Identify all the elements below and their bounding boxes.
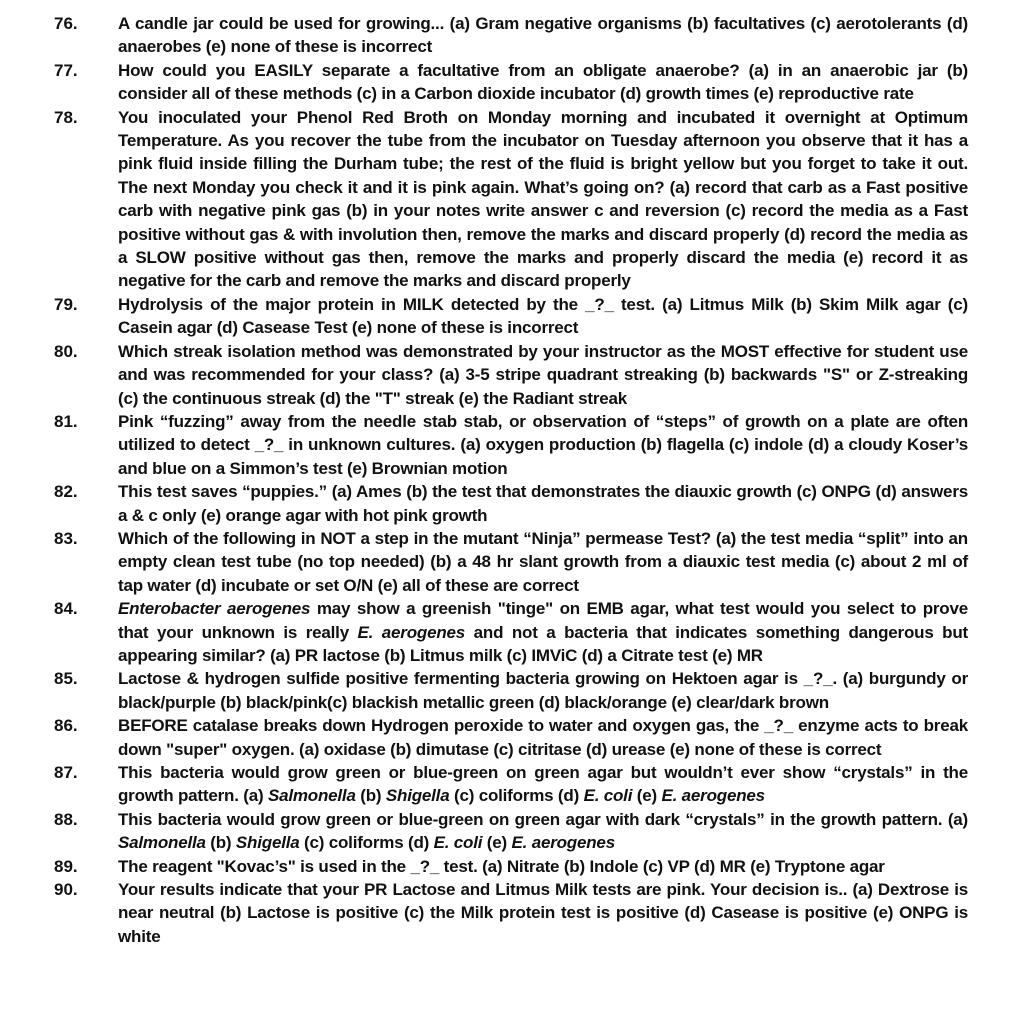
question-number: 85.: [54, 669, 78, 689]
question-number: 87.: [54, 763, 78, 782]
question-text: Hydrolysis of the major protein in MILK detected by the _?_ test. (a) Litmus Milk (b) Skim Milk agar (c) Casein agar (d) Casease Test (e) none of these is incorrect: [118, 294, 968, 338]
question-item: [0, 878, 1024, 948]
question-item: [0, 12, 1024, 59]
question-text: This bacteria would grow green or blue-green on green agar with dark “crystals” in the growth pattern. (a) Salmonella (b) Shigella (c) coliforms (d) E. coli (e) E. aerogenes: [118, 809, 968, 853]
question-item: [0, 106, 1024, 293]
question-number: 81.: [54, 411, 78, 431]
question-item: [0, 410, 1024, 480]
question-number: 90.: [54, 880, 78, 900]
question-text: BEFORE catalase breaks down Hydrogen peroxide to water and oxygen gas, the _?_ enzyme acts to break down "super" oxygen. (a) oxidase (b) dimutase (c) citritase (d) urease (e) none of these is correct: [118, 716, 968, 759]
question-item: [0, 808, 1024, 855]
question-number: 78.: [54, 107, 78, 127]
question-number: 86.: [54, 716, 78, 736]
question-item: [0, 667, 1024, 714]
question-number: 84.: [54, 599, 78, 619]
question-number: 82.: [54, 482, 78, 502]
question-number: 88.: [54, 809, 78, 829]
question-number: 80.: [54, 341, 78, 361]
question-text: Your results indicate that your PR Lactose and Litmus Milk tests are pink. Your decision is.. (a) Dextrose is near neutral (b) Lactose is positive (c) the Milk protein test is positive (d) Casease is positive (e) ONPG is white: [118, 880, 968, 946]
question-item: [0, 714, 1024, 761]
question-text: A candle jar could be used for growing... (a) Gram negative organisms (b) facultatives (c) aerotolerants (d) anaerobes (e) none of these is incorrect: [118, 14, 968, 57]
question-item: [0, 527, 1024, 597]
question-item: [0, 597, 1024, 667]
question-item: [0, 855, 1024, 878]
question-text: Which of the following in NOT a step in the mutant “Ninja” permease Test? (a) the test media “split” into an empty clean test tube (no top needed) (b) a 48 hr slant growth from a diauxic test media (c) about 2 ml of tap water (d) incubate or set O/N (e) all of these are correct: [118, 528, 968, 595]
question-item: [0, 761, 1024, 808]
question-item: [0, 340, 1024, 410]
question-item: [0, 59, 1024, 106]
question-text: Enterobacter aerogenes may show a greenish "tinge" on EMB agar, what test would you select to prove that your unknown is really E. aerogenes and not a bacteria that indicates something dangerous but appearing similar? (a) PR lactose (b) Litmus milk (c) IMViC (d) a Citrate test (e) MR: [118, 599, 968, 665]
question-number: 89.: [54, 856, 78, 876]
question-text: Which streak isolation method was demonstrated by your instructor as the MOST effective for student use and was recommended for your class? (a) 3-5 stripe quadrant streaking (b) backwards "S" or Z-streaking (c) the continuous streak (d) the "T" streak (e) the Radiant streak: [118, 341, 968, 408]
question-text: You inoculated your Phenol Red Broth on Monday morning and incubated it overnight at Optimum Temperature. As you recover the tube from the incubator on Tuesday afternoon you observe that it has a pink fluid inside filling the Durham tube; the rest of the fluid is bright yellow but you forget to take it out. The next Monday you check it and it is pink again. What’s going on? (a) record that carb as a Fast positive carb with negative pink gas (b) in your notes write answer c and reversion (c) record the media as a Fast positive without gas & with involution then, remove the marks and discard properly (d) record the media as a SLOW positive without gas then, remove the marks and properly discard the media (e) record it as negative for the carb and remove the marks and discard properly: [118, 107, 968, 291]
question-item: [0, 293, 1024, 340]
question-list: [0, 12, 1024, 948]
question-text: This test saves “puppies.” (a) Ames (b) the test that demonstrates the diauxic growth (c) ONPG (d) answers a & c only (e) orange agar with hot pink growth: [118, 482, 968, 525]
question-number: 79.: [54, 294, 78, 314]
question-number: 83.: [54, 528, 78, 548]
question-item: [0, 480, 1024, 527]
question-text: How could you EASILY separate a facultative from an obligate anaerobe? (a) in an anaerobic jar (b) consider all of these methods (c) in a Carbon dioxide incubator (d) growth times (e) reproductive rate: [118, 60, 968, 104]
question-text: This bacteria would grow green or blue-green on green agar but wouldn’t ever show “crystals” in the growth pattern. (a) Salmonella (b) Shigella (c) coliforms (d) E. coli (e) E. aerogenes: [118, 763, 968, 806]
question-number: 77.: [54, 60, 78, 80]
question-text: The reagent "Kovac’s" is used in the _?_ test. (a) Nitrate (b) Indole (c) VP (d) MR (e) Tryptone agar: [118, 856, 885, 876]
question-text: Lactose & hydrogen sulfide positive fermenting bacteria growing on Hektoen agar is _?_. (a) burgundy or black/purple (b) black/pink(c) blackish metallic green (d) black/orange (e) clear/dark brown: [118, 669, 968, 712]
question-number: 76.: [54, 14, 78, 33]
question-text: Pink “fuzzing” away from the needle stab stab, or observation of “steps” of growth on a plate are often utilized to detect _?_ in unknown cultures. (a) oxygen production (b) flagella (c) indole (d) a cloudy Koser’s and blue on a Simmon’s test (e) Brownian motion: [118, 411, 968, 478]
